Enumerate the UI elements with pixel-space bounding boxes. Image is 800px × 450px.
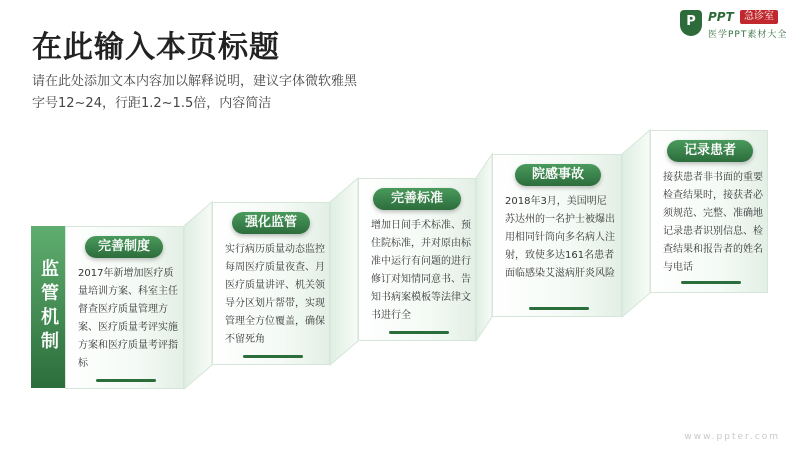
logo-brand: PPT [708, 10, 734, 24]
step-card-1 [65, 226, 184, 389]
logo-tagline: 医学PPT素材大全 [708, 30, 788, 40]
fold-4 [622, 130, 650, 317]
fold-3 [476, 154, 492, 341]
step-text-1: 2017年新增加医疗质量培训方案、科室主任督查医疗质量管理方案、医疗质量考评实施方案和医疗质量考评指标 [78, 268, 178, 369]
step-title-1: 完善制度 [85, 236, 163, 258]
footer-url: www.ppter.com [684, 432, 780, 442]
subtitle-line-1: 请在此处添加文本内容加以解释说明，建议字体微软雅黑 [32, 74, 358, 89]
step-title-4: 院感事故 [515, 164, 601, 186]
page-title: 在此输入本页标题 [32, 30, 280, 65]
step-text-4: 2018年3月，美国明尼苏达州的一名护士被爆出用相同针筒向多名病人注射，致使多达161名患者面临感染艾滋病肝炎风险 [505, 196, 615, 279]
step-card-5 [650, 130, 768, 293]
fold-2 [330, 178, 358, 365]
step-card-2 [212, 202, 330, 365]
step-text-2: 实行病历质量动态监控每周医疗质量夜查、月医疗质量讲评、机关领导分区划片帮带，实现管理全方位覆盖，确保不留死角 [225, 244, 325, 345]
fold-1 [184, 202, 212, 389]
step-title-5: 记录患者 [667, 140, 753, 162]
step-card-3 [358, 178, 476, 341]
step-text-3: 增加日间手术标准、预住院标准，并对原由标准中运行有问题的进行修订对知情同意书、告知书病案模板等法律文书进行全 [371, 220, 471, 321]
step-underline-4 [529, 307, 589, 310]
step-underline-3 [389, 331, 449, 334]
subtitle-line-2: 字号12~24，行距1.2~1.5倍，内容简洁 [32, 96, 272, 111]
step-text-5: 接获患者非书面的重要检查结果时，接获者必须规范、完整、准确地记录患者识别信息、检查结果和报告者的姓名与电话 [663, 172, 763, 273]
shield-icon: P [680, 10, 702, 36]
step-underline-2 [243, 355, 303, 358]
logo-badge: 急诊室 [740, 10, 778, 24]
step-underline-1 [96, 379, 156, 382]
step-title-3: 完善标准 [373, 188, 461, 210]
step-underline-5 [681, 281, 741, 284]
step-card-4 [492, 154, 622, 317]
side-label: 监管机制 [31, 226, 65, 388]
step-title-2: 强化监管 [232, 212, 310, 234]
